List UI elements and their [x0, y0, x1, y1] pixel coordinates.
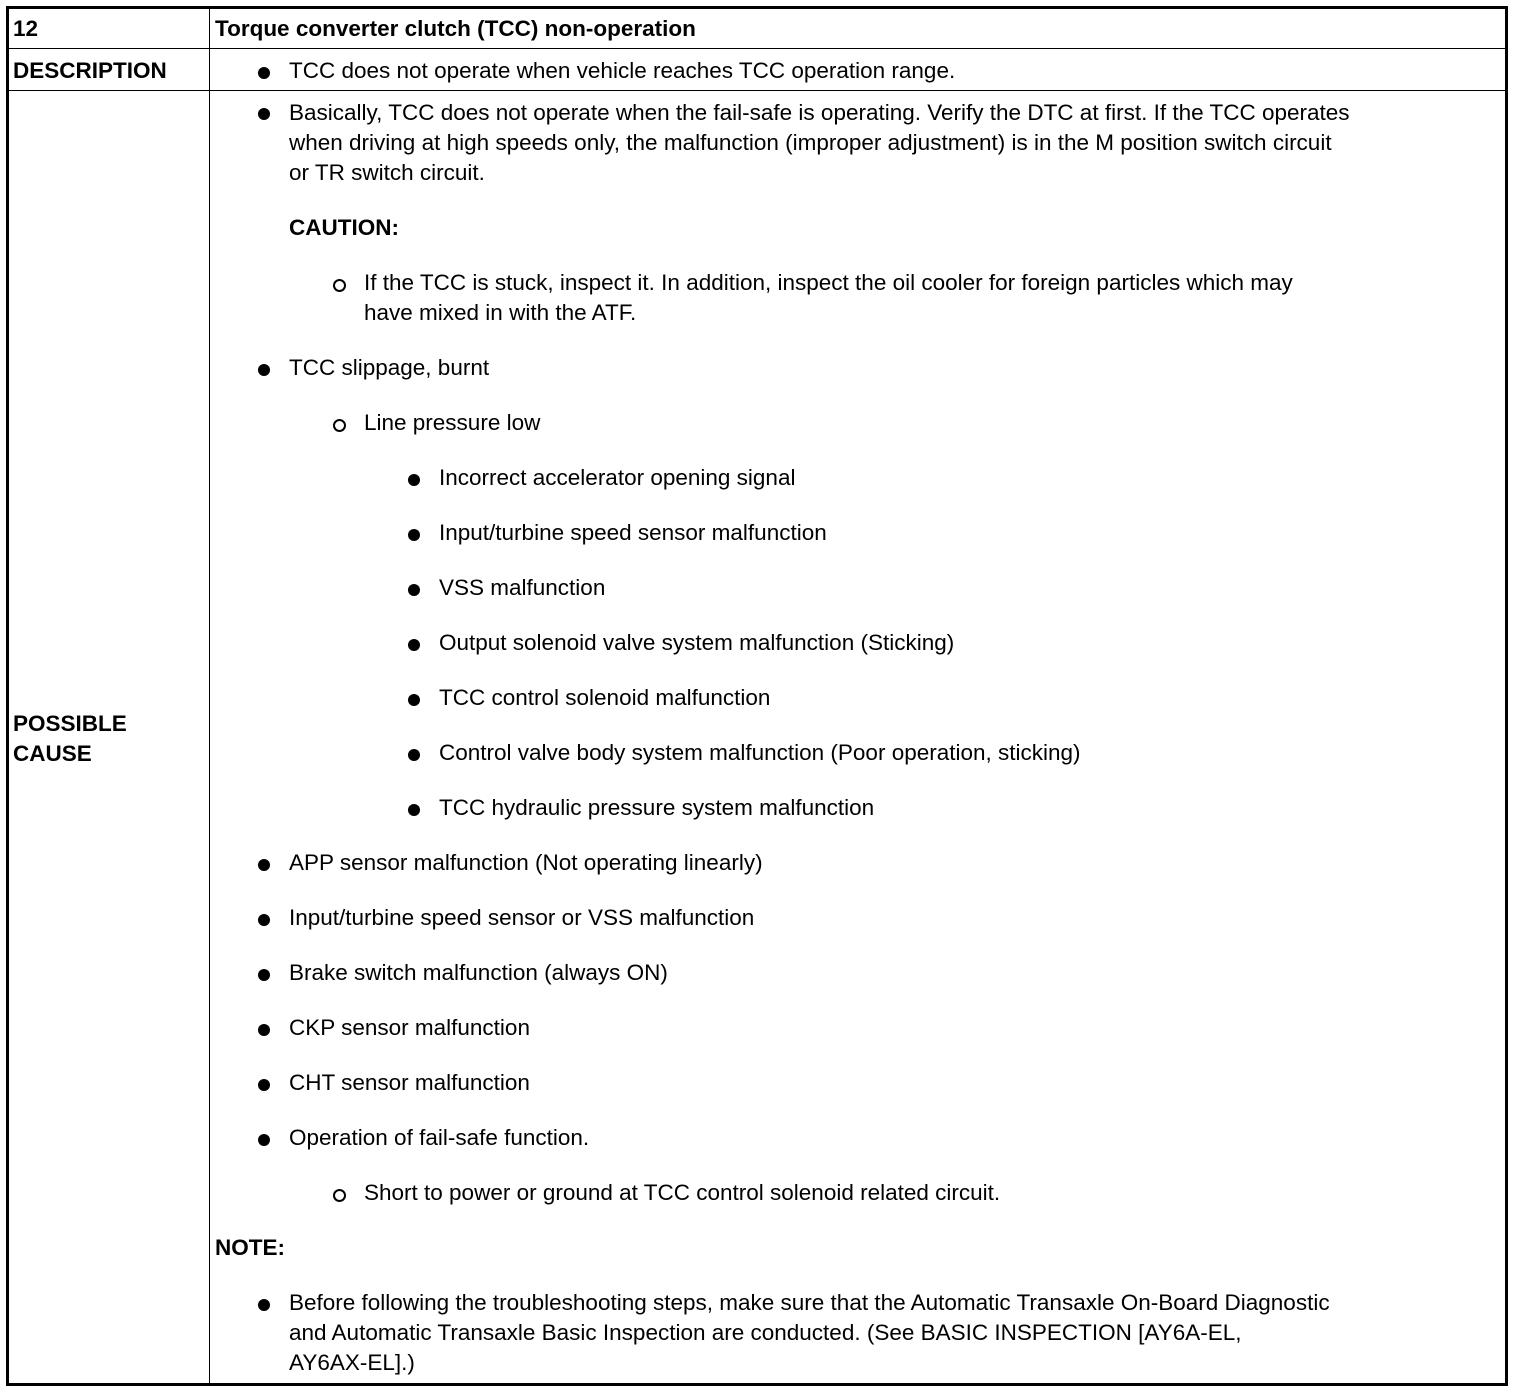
note-line: AY6AX-EL].): [289, 1350, 415, 1375]
list-item: Incorrect accelerator opening signal: [439, 465, 796, 490]
list-item: Input/turbine speed sensor or VSS malfunction: [289, 905, 755, 930]
bullet-ring-icon: [333, 279, 346, 292]
list-item: TCC hydraulic pressure system malfunction: [439, 795, 875, 820]
list-item: Output solenoid valve system malfunction (Sticking): [439, 630, 955, 655]
list-item: CKP sensor malfunction: [289, 1015, 530, 1040]
bullet-dot-icon: [258, 108, 270, 120]
bullet-dot-icon: [258, 1079, 270, 1091]
bullet-dot-icon: [258, 364, 270, 376]
slippage-item: TCC slippage, burnt: [289, 355, 490, 380]
line-pressure-item: Line pressure low: [364, 410, 541, 435]
description-text: TCC does not operate when vehicle reaches TCC operation range.: [289, 58, 956, 83]
list-item: VSS malfunction: [439, 575, 606, 600]
bullet-dot-icon: [258, 67, 270, 79]
list-item: Operation of fail-safe function.: [289, 1125, 590, 1150]
bullet-dot-icon: [258, 1134, 270, 1146]
bullet-dot-icon: [408, 694, 420, 706]
note-label: NOTE:: [215, 1235, 285, 1260]
failsafe-sub-item: Short to power or ground at TCC control solenoid related circuit.: [364, 1180, 1001, 1205]
list-item: TCC control solenoid malfunction: [439, 685, 771, 710]
bullet-dot-icon: [408, 804, 420, 816]
possible-cause-label: POSSIBLE: [13, 711, 127, 736]
possible-cause-label-2: CAUSE: [13, 741, 92, 766]
description-label: DESCRIPTION: [13, 58, 167, 83]
intro-line: Basically, TCC does not operate when the fail-safe is operating. Verify the DTC at first. If the TCC operates: [289, 100, 1350, 125]
note-line: Before following the troubleshooting steps, make sure that the Automatic Transaxle On-Board Diagnostic: [289, 1290, 1330, 1315]
list-item: Control valve body system malfunction (Poor operation, sticking): [439, 740, 1081, 765]
item-number: 12: [13, 16, 39, 41]
row-divider-header: [9, 48, 1505, 49]
list-item: Brake switch malfunction (always ON): [289, 960, 668, 985]
troubleshooting-table: [6, 6, 1508, 1386]
bullet-dot-icon: [408, 474, 420, 486]
bullet-dot-icon: [408, 584, 420, 596]
list-item: Input/turbine speed sensor malfunction: [439, 520, 827, 545]
intro-line: or TR switch circuit.: [289, 160, 485, 185]
bullet-dot-icon: [408, 639, 420, 651]
caution-label: CAUTION:: [289, 215, 399, 240]
table-title: Torque converter clutch (TCC) non-operation: [215, 16, 696, 41]
bullet-ring-icon: [333, 419, 346, 432]
bullet-dot-icon: [258, 1299, 270, 1311]
note-line: and Automatic Transaxle Basic Inspection are conducted. (See BASIC INSPECTION [AY6A-EL,: [289, 1320, 1242, 1345]
bullet-dot-icon: [258, 969, 270, 981]
row-divider-description: [9, 90, 1505, 91]
bullet-dot-icon: [408, 529, 420, 541]
bullet-dot-icon: [258, 1024, 270, 1036]
list-item: CHT sensor malfunction: [289, 1070, 530, 1095]
bullet-dot-icon: [258, 859, 270, 871]
caution-line: If the TCC is stuck, inspect it. In addition, inspect the oil cooler for foreign particles which may: [364, 270, 1293, 295]
bullet-dot-icon: [258, 914, 270, 926]
list-item: APP sensor malfunction (Not operating linearly): [289, 850, 763, 875]
caution-line: have mixed in with the ATF.: [364, 300, 637, 325]
bullet-ring-icon: [333, 1189, 346, 1202]
column-divider: [209, 9, 210, 1383]
intro-line: when driving at high speeds only, the malfunction (improper adjustment) is in the M position switch circuit: [289, 130, 1332, 155]
bullet-dot-icon: [408, 749, 420, 761]
